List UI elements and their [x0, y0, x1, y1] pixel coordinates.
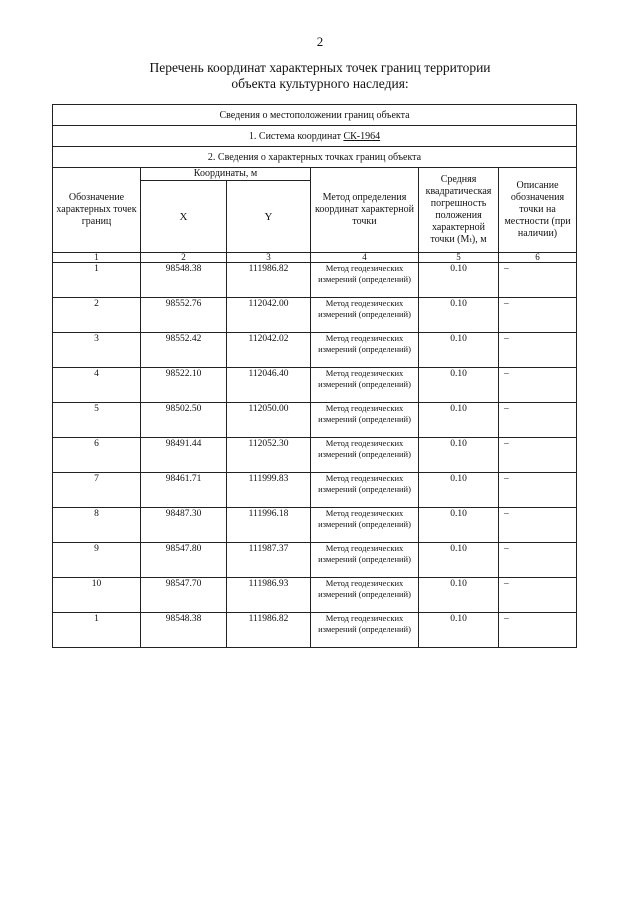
- column-number: 1: [53, 253, 141, 263]
- point-id-cell: 5: [53, 403, 141, 438]
- x-coordinate-cell: 98522.10: [141, 368, 227, 403]
- description-cell: –: [499, 403, 577, 438]
- y-coordinate-cell: 112052.30: [227, 438, 311, 473]
- y-coordinate-cell: 111986.93: [227, 578, 311, 613]
- header-error: Средняя квадратическая погрешность положения характерной точки (Mₜ), м: [419, 168, 499, 253]
- table-row: [53, 473, 577, 508]
- coordinate-system-cell: [53, 126, 577, 147]
- document-title: [0, 60, 640, 92]
- table-row: [53, 403, 577, 438]
- section-title: Сведения о местоположении границ объекта: [53, 105, 577, 126]
- header-method: Метод определения координат характерной точки: [311, 168, 419, 253]
- description-cell: –: [499, 578, 577, 613]
- y-coordinate-cell: 111999.83: [227, 473, 311, 508]
- error-cell: 0.10: [419, 543, 499, 578]
- table-row: [53, 578, 577, 613]
- point-id-cell: 3: [53, 333, 141, 368]
- method-cell: Метод геодезических измерений (определений): [311, 578, 419, 613]
- method-cell: Метод геодезических измерений (определений): [311, 613, 419, 648]
- point-id-cell: 9: [53, 543, 141, 578]
- description-cell: –: [499, 543, 577, 578]
- y-coordinate-cell: 111986.82: [227, 263, 311, 298]
- column-numbers-row: [53, 253, 577, 263]
- method-cell: Метод геодезических измерений (определений): [311, 508, 419, 543]
- x-coordinate-cell: 98552.76: [141, 298, 227, 333]
- column-number: 5: [419, 253, 499, 263]
- description-cell: –: [499, 368, 577, 403]
- coordinates-table: [52, 104, 577, 648]
- column-number: 4: [311, 253, 419, 263]
- header-y: Y: [227, 181, 311, 253]
- table-row: [53, 333, 577, 368]
- method-cell: Метод геодезических измерений (определений): [311, 543, 419, 578]
- x-coordinate-cell: 98552.42: [141, 333, 227, 368]
- header-description: Описание обозначения точки на местности (при наличии): [499, 168, 577, 253]
- method-cell: Метод геодезических измерений (определений): [311, 438, 419, 473]
- y-coordinate-cell: 111987.37: [227, 543, 311, 578]
- y-coordinate-cell: 111986.82: [227, 613, 311, 648]
- x-coordinate-cell: 98502.50: [141, 403, 227, 438]
- error-cell: 0.10: [419, 613, 499, 648]
- header-row-1: [53, 168, 577, 181]
- y-coordinate-cell: 112046.40: [227, 368, 311, 403]
- error-cell: 0.10: [419, 298, 499, 333]
- method-cell: Метод геодезических измерений (определений): [311, 473, 419, 508]
- x-coordinate-cell: 98547.70: [141, 578, 227, 613]
- error-cell: 0.10: [419, 438, 499, 473]
- section-title-row: [53, 105, 577, 126]
- table-row: [53, 438, 577, 473]
- column-number: 2: [141, 253, 227, 263]
- point-id-cell: 1: [53, 613, 141, 648]
- table-row: [53, 263, 577, 298]
- y-coordinate-cell: 112050.00: [227, 403, 311, 438]
- error-cell: 0.10: [419, 333, 499, 368]
- x-coordinate-cell: 98547.80: [141, 543, 227, 578]
- description-cell: –: [499, 508, 577, 543]
- description-cell: –: [499, 473, 577, 508]
- coordinate-system-value: СК-1964: [343, 130, 381, 142]
- table-row: [53, 508, 577, 543]
- method-cell: Метод геодезических измерений (определений): [311, 263, 419, 298]
- x-coordinate-cell: 98548.38: [141, 263, 227, 298]
- table-row: [53, 298, 577, 333]
- method-cell: Метод геодезических измерений (определений): [311, 333, 419, 368]
- header-designation: Обозначение характерных точек границ: [53, 168, 141, 253]
- table-row: [53, 368, 577, 403]
- description-cell: –: [499, 613, 577, 648]
- method-cell: Метод геодезических измерений (определений): [311, 298, 419, 333]
- error-cell: 0.10: [419, 368, 499, 403]
- column-number: 6: [499, 253, 577, 263]
- points-info-label: 2. Сведения о характерных точках границ объекта: [53, 147, 577, 168]
- y-coordinate-cell: 112042.02: [227, 333, 311, 368]
- column-number: 3: [227, 253, 311, 263]
- document-title-line-2: объекта культурного наследия:: [231, 76, 409, 91]
- point-id-cell: 10: [53, 578, 141, 613]
- header-coordinates: Координаты, м: [141, 168, 311, 181]
- point-id-cell: 8: [53, 508, 141, 543]
- x-coordinate-cell: 98491.44: [141, 438, 227, 473]
- description-cell: –: [499, 438, 577, 473]
- table-row: [53, 543, 577, 578]
- error-cell: 0.10: [419, 473, 499, 508]
- point-id-cell: 2: [53, 298, 141, 333]
- y-coordinate-cell: 112042.00: [227, 298, 311, 333]
- x-coordinate-cell: 98461.71: [141, 473, 227, 508]
- x-coordinate-cell: 98487.30: [141, 508, 227, 543]
- description-cell: –: [499, 298, 577, 333]
- point-id-cell: 6: [53, 438, 141, 473]
- page-number: 2: [316, 34, 324, 49]
- document-title-line-1: Перечень координат характерных точек границ территории: [149, 60, 491, 75]
- method-cell: Метод геодезических измерений (определений): [311, 403, 419, 438]
- description-cell: –: [499, 333, 577, 368]
- y-coordinate-cell: 111996.18: [227, 508, 311, 543]
- point-id-cell: 1: [53, 263, 141, 298]
- error-cell: 0.10: [419, 403, 499, 438]
- coordinate-system-row: [53, 126, 577, 147]
- error-cell: 0.10: [419, 263, 499, 298]
- point-id-cell: 7: [53, 473, 141, 508]
- method-cell: Метод геодезических измерений (определений): [311, 368, 419, 403]
- table-row: [53, 613, 577, 648]
- header-x: X: [141, 181, 227, 253]
- error-cell: 0.10: [419, 508, 499, 543]
- coordinate-system-label: 1. Система координат: [248, 130, 344, 142]
- point-id-cell: 4: [53, 368, 141, 403]
- error-cell: 0.10: [419, 578, 499, 613]
- description-cell: –: [499, 263, 577, 298]
- points-info-row: [53, 147, 577, 168]
- x-coordinate-cell: 98548.38: [141, 613, 227, 648]
